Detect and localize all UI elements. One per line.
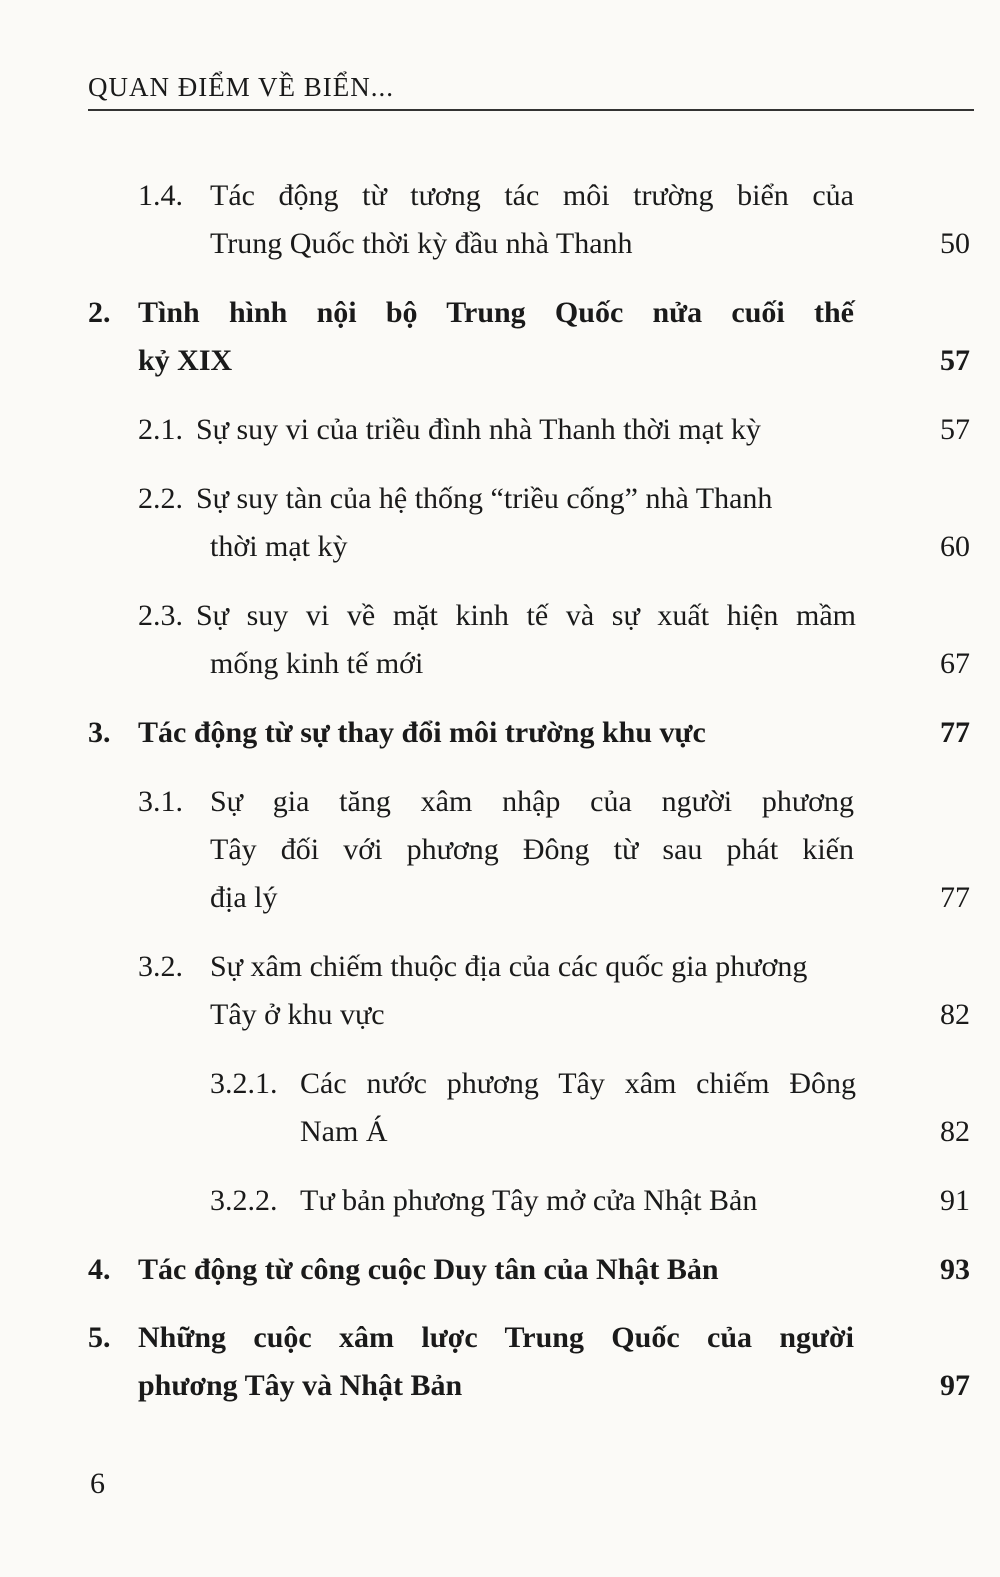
entry-title-line: kỷ XIX	[138, 344, 233, 377]
entry-title-line: Tác động từ tương tác môi trường biển của	[210, 179, 854, 212]
entry-title-line: Trung Quốc thời kỳ đầu nhà Thanh	[210, 227, 633, 260]
entry-number: 3.2.1.	[210, 1067, 278, 1100]
entry-title-line: Nam Á	[300, 1115, 388, 1148]
entry-number: 3.2.2.	[210, 1184, 278, 1217]
entry-title-line: Tác động từ sự thay đổi môi trường khu vực	[138, 716, 706, 749]
toc-entry-2-3	[138, 592, 970, 688]
entry-page: 77	[940, 716, 970, 749]
toc-entry-3	[88, 709, 970, 757]
entry-title-line: thời mạt kỳ	[210, 530, 348, 563]
entry-title-line: Tây ở khu vực	[210, 998, 385, 1031]
entry-number: 3.1.	[138, 785, 183, 818]
entry-number: 3.2.	[138, 950, 183, 983]
entry-page: 82	[940, 998, 970, 1031]
entry-page: 67	[940, 647, 970, 680]
entry-number: 2.2.	[138, 482, 183, 515]
entry-title-line: Tây đối với phương Đông từ sau phát kiến	[210, 833, 854, 866]
entry-number: 4.	[88, 1253, 111, 1286]
toc-entry-3-2-2	[210, 1177, 970, 1225]
toc-entry-3-2-1	[210, 1060, 970, 1156]
toc-entry-2-2	[138, 475, 970, 571]
entry-title-line: Tư bản phương Tây mở cửa Nhật Bản	[300, 1184, 758, 1217]
toc-entry-2-1	[138, 406, 970, 454]
entry-title-line: Sự suy vi của triều đình nhà Thanh thời mạt kỳ	[196, 413, 761, 446]
page-number: 6	[90, 1467, 105, 1500]
entry-page: 57	[940, 413, 970, 446]
toc-entry-4	[88, 1246, 970, 1294]
entry-number: 2.1.	[138, 413, 183, 446]
toc-entry-5	[88, 1314, 970, 1410]
entry-page: 77	[940, 881, 970, 914]
entry-title-line: Sự suy vi về mặt kinh tế và sự xuất hiện mầm	[196, 599, 856, 632]
entry-title-line: Sự xâm chiếm thuộc địa của các quốc gia phương	[210, 950, 808, 983]
toc-entry-1-4	[138, 172, 970, 268]
entry-title-line: Sự suy tàn của hệ thống “triều cống” nhà Thanh	[196, 482, 773, 515]
toc-entry-2	[88, 289, 970, 385]
entry-number: 5.	[88, 1321, 111, 1354]
entry-title-line: Các nước phương Tây xâm chiếm Đông	[300, 1067, 856, 1100]
entry-title-line: địa lý	[210, 881, 278, 914]
entry-number: 3.	[88, 716, 111, 749]
entry-page: 57	[940, 344, 970, 377]
entry-title-line: phương Tây và Nhật Bản	[138, 1369, 463, 1402]
entry-title-line: Sự gia tăng xâm nhập của người phương	[210, 785, 854, 818]
entry-title-line: mống kinh tế mới	[210, 647, 424, 680]
toc-entry-3-1	[138, 778, 970, 922]
entry-page: 97	[940, 1369, 970, 1402]
entry-page: 82	[940, 1115, 970, 1148]
entry-title-line: Những cuộc xâm lược Trung Quốc của người	[138, 1321, 854, 1354]
entry-page: 91	[940, 1184, 970, 1217]
toc-entry-3-2	[138, 943, 970, 1039]
entry-number: 1.4.	[138, 179, 183, 212]
entry-page: 93	[940, 1253, 970, 1286]
entry-number: 2.	[88, 296, 111, 329]
entry-page: 60	[940, 530, 970, 563]
running-header: QUAN ĐIỂM VỀ BIỂN...	[88, 72, 974, 111]
entry-title-line: Tác động từ công cuộc Duy tân của Nhật Bản	[138, 1253, 719, 1286]
entry-number: 2.3.	[138, 599, 183, 632]
entry-title-line: Tình hình nội bộ Trung Quốc nửa cuối thế	[138, 296, 854, 329]
entry-page: 50	[940, 227, 970, 260]
